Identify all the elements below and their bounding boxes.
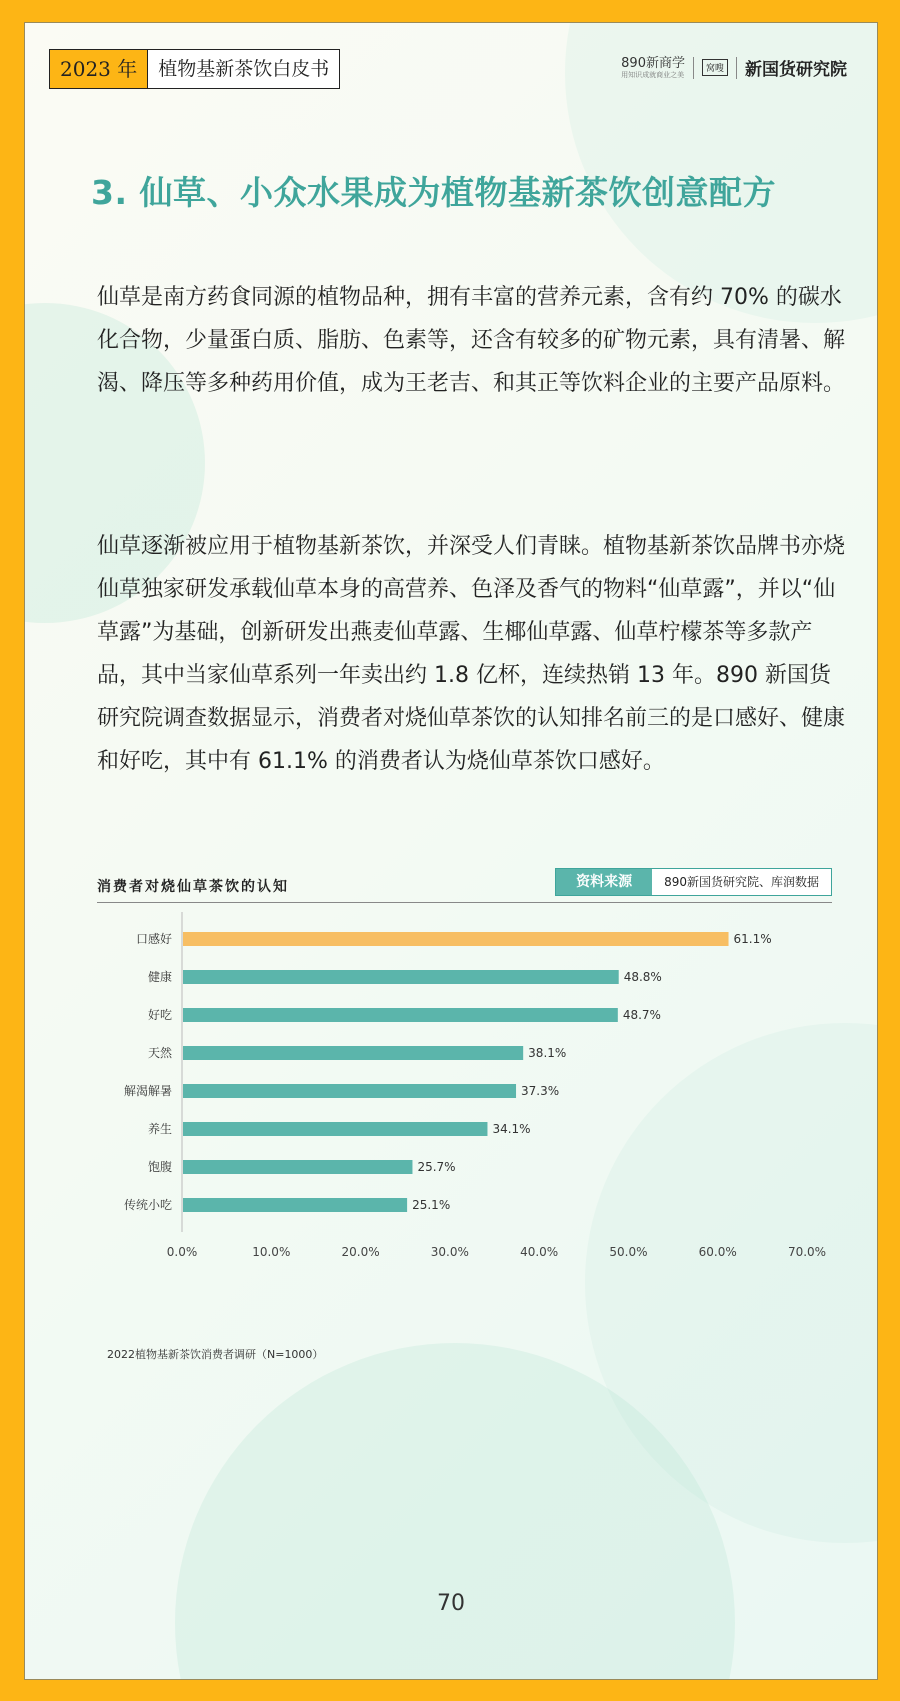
bar [183,1160,412,1174]
report-title: 植物基新茶饮白皮书 [158,58,330,80]
chart-plot [97,868,832,1338]
chart-footnote: 2022植物基新茶饮消费者调研（N=1000） [107,1348,324,1361]
data-label: 48.8% [623,970,662,984]
bar [183,970,619,984]
logo-divider [736,57,737,79]
category-label: 传统小吃 [123,1198,172,1212]
x-tick-label: 60.0% [698,1245,737,1259]
category-label: 解渴解暑 [123,1084,172,1098]
bar [183,1008,618,1022]
chart-title: 消费者对烧仙草茶饮的认知 [97,879,289,895]
bar-chart [97,868,832,1368]
page [24,22,878,1680]
background-circle [175,1343,735,1680]
category-label: 口感好 [135,932,172,946]
data-label: 37.3% [521,1084,560,1098]
data-label: 25.1% [412,1198,451,1212]
bar [183,1046,523,1060]
x-tick-label: 30.0% [430,1245,469,1259]
data-label: 25.7% [417,1160,456,1174]
x-tick-label: 20.0% [341,1245,380,1259]
x-tick-label: 0.0% [166,1245,198,1259]
category-label: 饱腹 [147,1160,172,1174]
paragraph-1: 仙草是南方药食同源的植物品种，拥有丰富的营养元素，含有约 70% 的碳水化合物，少量蛋白质、脂肪、色素等，还含有较多的矿物元素，具有清暑、解渴、降压等多种药用价值，成为王老吉、和其正等饮料企业的主要产品原料。 [97,285,846,396]
source-label: 资料来源 [556,869,652,895]
logo-890: 890新商学 用知识成就商业之美 [621,55,685,79]
category-label: 好吃 [147,1008,172,1022]
report-header [49,49,340,89]
data-label: 38.1% [528,1046,567,1060]
data-label: 61.1% [733,932,772,946]
logo-institute: 新国货研究院 [745,60,847,80]
x-tick-label: 10.0% [252,1245,291,1259]
page-number: 70 [437,1591,465,1616]
bar [183,1122,487,1136]
publisher-logos [621,55,847,80]
logo-woso: 窝嗖 [702,59,728,76]
x-tick-label: 40.0% [520,1245,559,1259]
bar [183,1084,516,1098]
data-label: 48.7% [622,1008,661,1022]
x-tick-label: 50.0% [609,1245,648,1259]
paragraph-2: 仙草逐渐被应用于植物基新茶饮，并深受人们青睐。植物基新茶饮品牌书亦烧仙草独家研发承载仙草本身的高营养、色泽及香气的物料“仙草露”，并以“仙草露”为基础，创新研发出燕麦仙草露、生椰仙草露、仙草柠檬茶等多款产品，其中当家仙草系列一年卖出约 1.8 亿杯，连续热销 13 年。890 新国货研究院调查数据显示，消费者对烧仙草茶饮的认知排名前三的是口感好、健康和好吃，其中有 61.1% 的消费者认为烧仙草茶饮口感好。 [97,534,846,774]
data-label: 34.1% [492,1122,531,1136]
bar [183,932,729,946]
category-label: 养生 [147,1122,172,1136]
category-label: 天然 [147,1046,172,1060]
category-label: 健康 [147,970,172,984]
source-value: 890新国货研究院、库润数据 [652,869,831,895]
logo-divider [693,57,694,79]
section-title: 3. 仙草、小众水果成为植物基新茶饮创意配方 [91,173,776,212]
report-year: 2023 年 [50,50,148,88]
bar [183,1198,407,1212]
x-tick-label: 70.0% [787,1245,827,1259]
